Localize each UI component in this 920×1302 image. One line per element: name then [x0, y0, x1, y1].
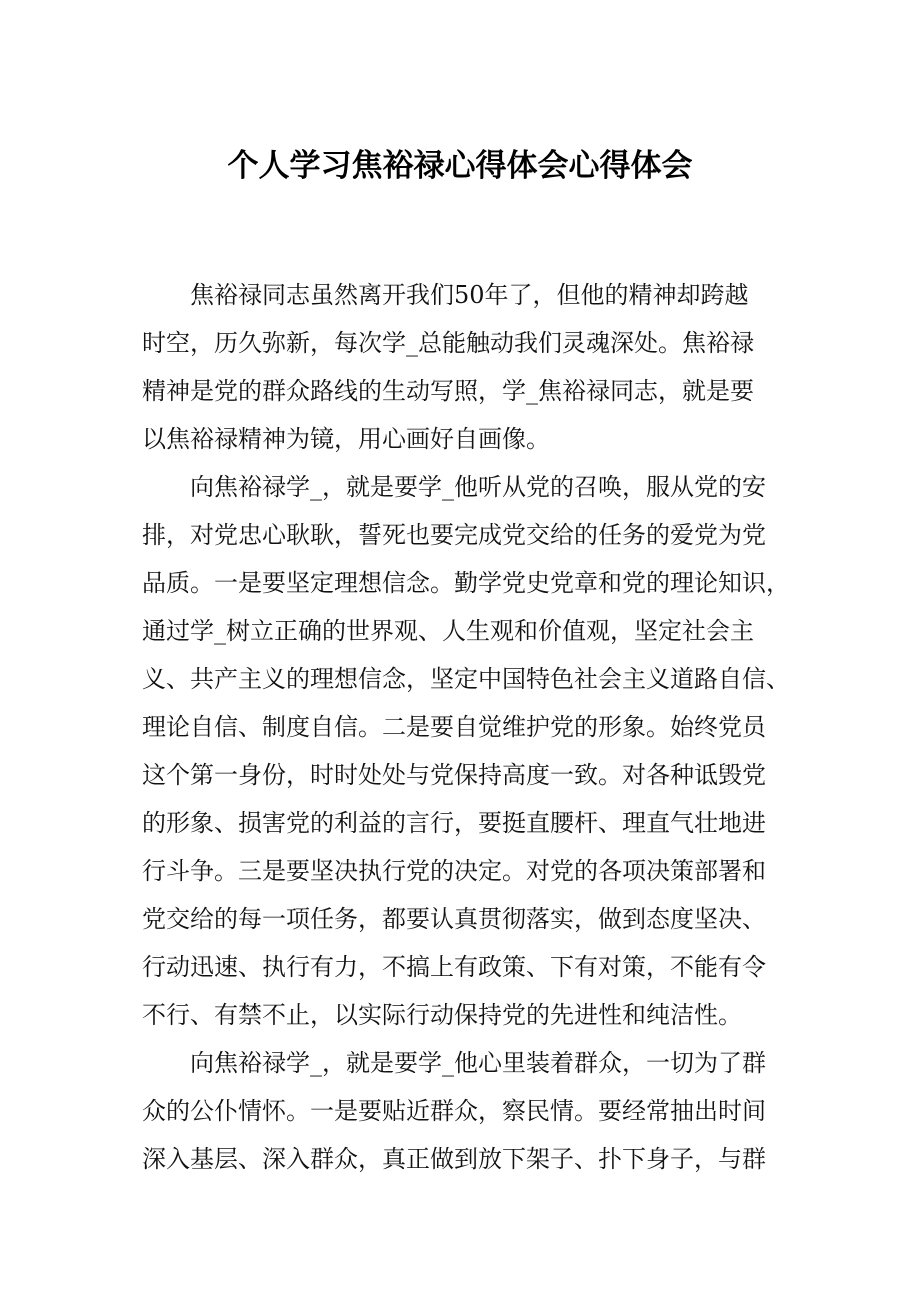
paragraph-line: 通过学_树立正确的世界观、人生观和价值观，坚定社会主 — [142, 617, 754, 645]
paragraph-line: 行动迅速、执行有力，不搞上有政策、下有对策，不能有令 — [142, 953, 766, 981]
paragraph-line: 向焦裕禄学_，就是要学_他听从党的召唤，服从党的安 — [190, 473, 766, 501]
paragraph-line: 排，对党忠心耿耿，誓死也要完成党交给的任务的爱党为党 — [142, 521, 766, 549]
paragraph-line: 理论自信、制度自信。二是要自觉维护党的形象。始终党员 — [142, 713, 766, 741]
paragraph-line: 这个第一身份，时时处处与党保持高度一致。对各种诋毁党 — [142, 761, 766, 789]
paragraph-line: 众的公仆情怀。一是要贴近群众，察民情。要经常抽出时间 — [142, 1097, 766, 1125]
paragraph-line: 时空，历久弥新，每次学_总能触动我们灵魂深处。焦裕禄 — [142, 329, 754, 357]
paragraph-line: 向焦裕禄学_，就是要学_他心里装着群众，一切为了群 — [190, 1049, 766, 1077]
paragraph-line: 的形象、损害党的利益的言行，要挺直腰杆、理直气壮地进 — [142, 809, 766, 837]
paragraph-line: 深入基层、深入群众，真正做到放下架子、扑下身子，与群 — [142, 1145, 766, 1173]
paragraph-line: 以焦裕禄精神为镜，用心画好自画像。 — [142, 425, 550, 453]
paragraph-line: 品质。一是要坚定理想信念。勤学党史党章和党的理论知识， — [142, 569, 790, 597]
paragraph-line: 党交给的每一项任务，都要认真贯彻落实，做到态度坚决、 — [142, 905, 766, 933]
paragraph-line: 精神是党的群众路线的生动写照，学_焦裕禄同志，就是要 — [142, 377, 754, 405]
document-title: 个人学习焦裕禄心得体会心得体会 — [227, 148, 693, 184]
paragraph-line: 义、共产主义的理想信念，坚定中国特色社会主义道路自信、 — [142, 665, 790, 693]
paragraph-line: 不行、有禁不止，以实际行动保持党的先进性和纯洁性。 — [142, 1001, 742, 1029]
paragraph-line: 焦裕禄同志虽然离开我们50年了，但他的精神却跨越 — [190, 281, 749, 309]
paragraph-line: 行斗争。三是要坚决执行党的决定。对党的各项决策部署和 — [142, 857, 766, 885]
